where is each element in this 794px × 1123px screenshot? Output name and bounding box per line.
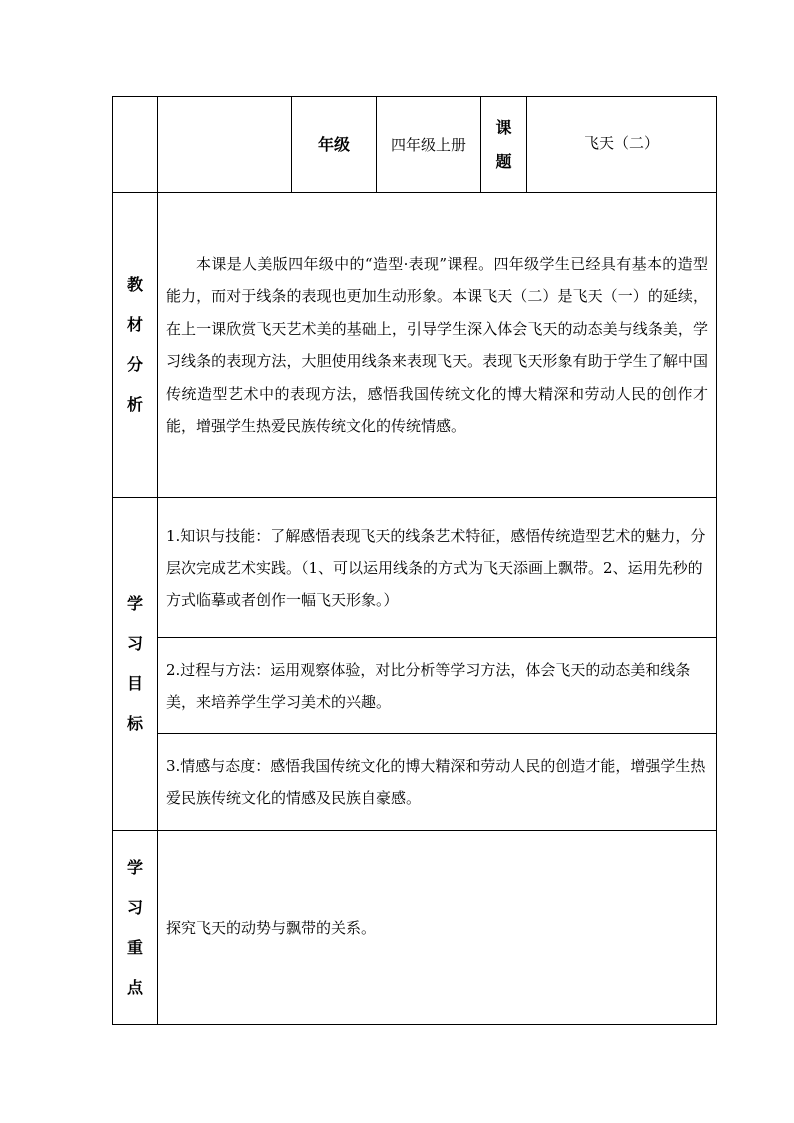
analysis-label-char-1: 教: [126, 275, 143, 294]
focus-label-char-3: 重: [126, 937, 143, 957]
focus-text: 探究飞天的动势与飘带的关系。: [158, 831, 717, 1025]
focus-row: [113, 831, 717, 1025]
objectives-label-char-3: 目: [126, 674, 143, 693]
header-blank-cell-2: [158, 97, 292, 193]
objectives-label: [113, 498, 158, 831]
analysis-label-char-4: 析: [126, 395, 143, 414]
grade-value: 四年级上册: [377, 97, 481, 193]
focus-label-char-4: 点: [126, 977, 143, 997]
topic-label: 课题: [481, 97, 527, 193]
objectives-label-char-4: 标: [126, 714, 143, 733]
objective-row-1: [113, 498, 717, 638]
focus-label: [113, 831, 158, 1025]
analysis-label-char-2: 材: [126, 315, 143, 334]
lesson-plan-table: [112, 96, 717, 1025]
objective-row-2: [113, 638, 717, 734]
objective-process: 2.过程与方法：运用观察体验，对比分析等学习方法，体会飞天的动态美和线条美，来培养学生学习美术的兴趣。: [158, 638, 717, 734]
analysis-label: [113, 193, 158, 498]
grade-label: 年级: [292, 97, 377, 193]
focus-label-char-1: 学: [126, 857, 143, 877]
analysis-row: [113, 193, 717, 498]
objective-row-3: [113, 734, 717, 831]
topic-value: 飞天（二）: [527, 97, 717, 193]
header-row: [113, 97, 717, 193]
lesson-plan-sheet: [112, 96, 716, 1026]
analysis-text: 本课是人美版四年级中的“造型·表现”课程。四年级学生已经具有基本的造型能力，而对于线条的表现也更加生动形象。本课飞天（二）是飞天（一）的延续，在上一课欣赏飞天艺术美的基础上，引导学生深入体会飞天的动态美与线条美，学习线条的表现方法，大胆使用线条来表现飞天。表现飞天形象有助于学生了解中国传统造型艺术中的表现方法，感悟我国传统文化的博大精深和劳动人民的创作才能，增强学生热爱民族传统文化的传统情感。: [158, 193, 717, 498]
objective-emotion: 3.情感与态度：感悟我国传统文化的博大精深和劳动人民的创造才能，增强学生热爱民族传统文化的情感及民族自豪感。: [158, 734, 717, 831]
header-blank-cell-1: [113, 97, 158, 193]
objective-knowledge: 1.知识与技能：了解感悟表现飞天的线条艺术特征，感悟传统造型艺术的魅力，分层次完成艺术实践。（1、可以运用线条的方式为飞天添画上飘带。2、运用先秒的方式临摹或者创作一幅飞天形象。）: [158, 498, 717, 638]
objectives-label-char-2: 习: [126, 634, 143, 653]
objectives-label-char-1: 学: [126, 594, 143, 613]
focus-label-char-2: 习: [126, 897, 143, 917]
analysis-label-char-3: 分: [126, 355, 143, 374]
